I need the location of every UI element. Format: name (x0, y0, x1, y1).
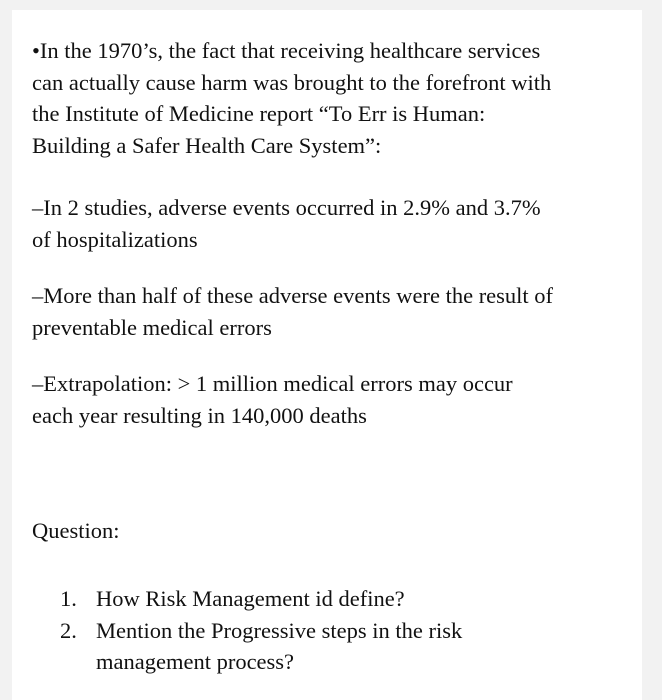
question-number: 2. (60, 617, 77, 643)
question-number: 1. (60, 586, 77, 611)
intro-paragraph (32, 35, 551, 161)
question-heading: Question: (32, 518, 120, 543)
question-line: How Risk Management id define? (96, 586, 405, 611)
finding-paragraph-studies (32, 192, 541, 255)
finding-line: –Extrapolation: > 1 million medical errors may occur (32, 371, 513, 396)
finding-line: –More than half of these adverse events were the result of (32, 283, 554, 308)
finding-line: –In 2 studies, adverse events occurred in 2.9% and 3.7% (32, 195, 541, 220)
question-item (12, 615, 642, 678)
question-list (12, 583, 642, 678)
finding-paragraph-extrapolation (32, 368, 513, 431)
question-line: management process? (96, 649, 295, 674)
finding-line: of hospitalizations (32, 226, 198, 252)
intro-line: the Institute of Medicine report “To Err is Human: (32, 101, 486, 126)
finding-line: each year resulting in 140,000 deaths (32, 402, 367, 428)
question-text (96, 583, 662, 615)
intro-line: can actually cause harm was brought to the forefront with (32, 69, 552, 95)
finding-paragraph-preventable (32, 280, 553, 343)
content-card (12, 10, 642, 700)
intro-line: Building a Safer Health Care System”: (32, 132, 382, 158)
intro-line: •In the 1970’s, the fact that receiving healthcare services (32, 38, 541, 63)
question-item (12, 583, 642, 615)
question-line: Mention the Progressive steps in the risk (96, 617, 463, 643)
question-text (96, 615, 662, 678)
finding-line: preventable medical errors (32, 314, 272, 340)
